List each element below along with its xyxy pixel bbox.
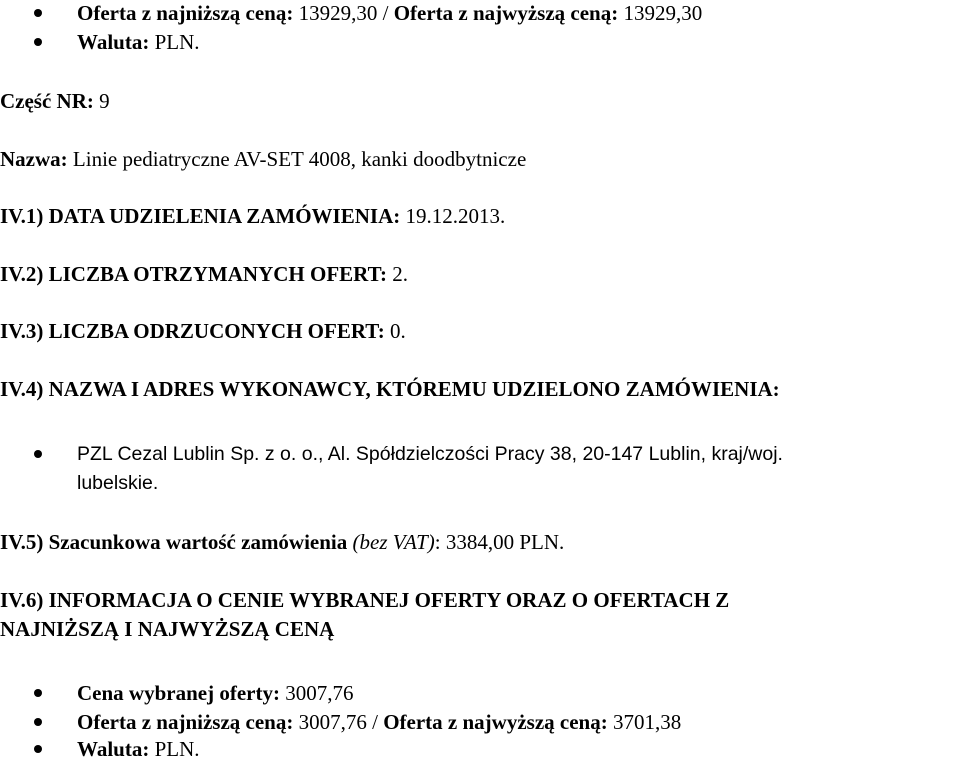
selected-price-value: 3007,76	[285, 681, 354, 705]
iv6-label-line2: NAJNIŻSZĄ I NAJWYŻSZĄ CENĄ	[0, 617, 335, 641]
iv2-value: 2.	[392, 262, 409, 286]
bullet-icon	[34, 9, 42, 17]
selected-price-label: Cena wybranej oferty:	[77, 681, 280, 705]
section-iv6-line1	[0, 587, 729, 613]
offer-high-label: Oferta z najwyższą ceną:	[383, 710, 608, 734]
iv5-colon: :	[434, 530, 441, 554]
iv5-label: IV.5) Szacunkowa wartość zamówienia	[0, 530, 348, 554]
part-number	[0, 88, 110, 114]
section-iv2	[0, 261, 408, 287]
offer-high-value: 3701,38	[612, 710, 682, 734]
offer-separator: /	[382, 1, 389, 25]
section-iv3	[0, 318, 406, 344]
currency-label: Waluta:	[77, 30, 150, 54]
offer-low-value: 13929,30	[298, 1, 378, 25]
iv1-value: 19.12.2013.	[405, 204, 506, 228]
section-iv4	[0, 376, 780, 402]
iv3-value: 0.	[389, 319, 406, 343]
offer-high-label: Oferta z najwyższą ceną:	[393, 1, 619, 25]
section-iv6-line2	[0, 616, 334, 642]
section-iv5	[0, 529, 564, 555]
bullet-icon	[34, 689, 42, 697]
part-value: 9	[99, 89, 110, 113]
iv3-label: IV.3) LICZBA ODRZUCONYCH OFERT:	[0, 319, 385, 343]
bullet-icon	[34, 38, 42, 46]
iv2-label: IV.2) LICZBA OTRZYMANYCH OFERT:	[0, 262, 388, 286]
iv6-label-line1: IV.6) INFORMACJA O CENIE WYBRANEJ OFERTY ORAZ O OFERTACH Z	[0, 588, 730, 612]
bullet-icon	[34, 450, 42, 458]
iv5-label-italic: (bez VAT)	[352, 530, 435, 554]
offer-low-label: Oferta z najniższą ceną:	[77, 710, 294, 734]
iv1-label: IV.1) DATA UDZIELENIA ZAMÓWIENIA:	[0, 204, 401, 228]
name-label: Nazwa:	[0, 147, 68, 171]
name-value: Linie pediatryczne AV-SET 4008, kanki doodbytnicze	[72, 147, 527, 171]
offer-low-label: Oferta z najniższą ceną:	[77, 1, 294, 25]
offer-separator: /	[372, 710, 378, 734]
iv5-value: 3384,00 PLN.	[445, 530, 565, 554]
section-iv1	[0, 203, 505, 229]
offer-low-value: 3007,76	[298, 710, 367, 734]
currency-label: Waluta:	[77, 737, 150, 761]
bullet-icon	[34, 745, 42, 753]
part-label: Część NR:	[0, 89, 94, 113]
iv4-label: IV.4) NAZWA I ADRES WYKONAWCY, KTÓREMU UDZIELONO ZAMÓWIENIA:	[0, 377, 780, 401]
currency-value: PLN.	[154, 737, 200, 761]
currency-value: PLN.	[154, 30, 200, 54]
offer-high-value: 13929,30	[623, 1, 703, 25]
contractor-address-line2: lubelskie.	[77, 472, 159, 494]
bullet-icon	[34, 718, 42, 726]
part-name	[0, 146, 526, 172]
contractor-address-line1: PZL Cezal Lublin Sp. z o. o., Al. Spółdzielczości Pracy 38, 20-147 Lublin, kraj/woj.	[77, 443, 783, 465]
